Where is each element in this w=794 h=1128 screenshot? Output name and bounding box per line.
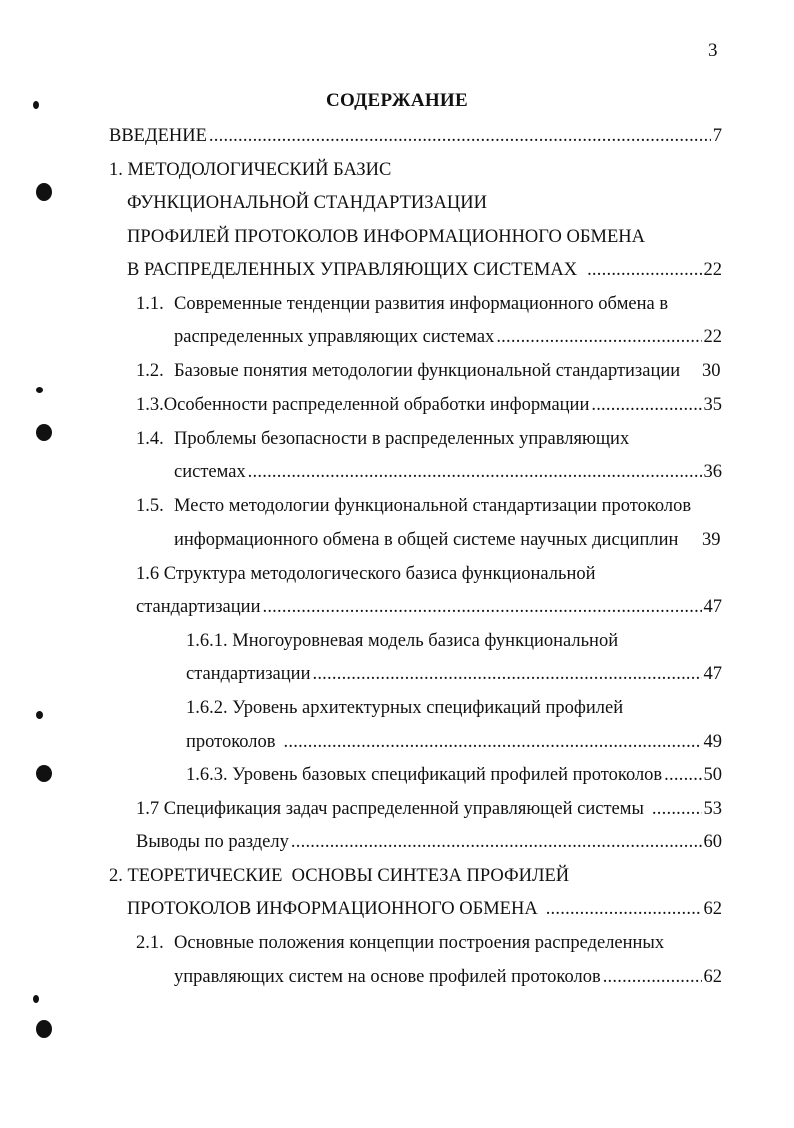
toc-leader-dots [262, 595, 701, 619]
toc-leader-dots [591, 393, 701, 417]
toc-page-ref: 22 [703, 327, 722, 347]
toc-entry-2-1-line-1 [136, 931, 664, 955]
toc-entry-text: протоколов [186, 732, 276, 752]
toc-entry-text: стандартизации [136, 597, 261, 617]
toc-entry-text: Особенности распределенной обработки информации [163, 395, 590, 415]
toc-entry-text: распределенных управляющих системах [174, 327, 495, 347]
toc-entry-text: 1.7 Спецификация задач распределенной управляющей системы [136, 799, 644, 819]
toc-entry-text: Место методологии функциональной стандартизации протоколов [174, 496, 692, 516]
toc-entry-text: Базовые понятия методологии функциональной стандартизации [174, 361, 681, 381]
toc-entry-1-6-2-line-1: 1.6.2. Уровень архитектурных спецификаций профилей [186, 698, 624, 718]
binder-hole [36, 765, 52, 782]
toc-page-ref: 62 [703, 967, 722, 987]
toc-entry-1-6-1-line-1: 1.6.1. Многоуровневая модель базиса функциональной [186, 631, 619, 651]
binder-hole [36, 1020, 52, 1038]
toc-page-ref: 47 [703, 664, 722, 684]
toc-entry-chapter-1-line-4 [127, 258, 722, 282]
toc-entry-text: 1.6.3. Уровень базовых спецификаций профилей протоколов [186, 765, 663, 785]
toc-leader-dots [603, 965, 702, 989]
toc-entry-1-2 [136, 359, 680, 383]
toc-entry-number: 1.3. [136, 395, 164, 415]
page-title: СОДЕРЖАНИЕ [326, 90, 468, 111]
toc-entry-number: 1.5. [136, 496, 164, 516]
toc-page-ref: 62 [703, 899, 722, 919]
toc-page-ref: 30 [702, 361, 721, 381]
toc-entry-text: Основные положения концепции построения распределенных [174, 933, 665, 953]
binder-hole [36, 183, 52, 201]
toc-entry-chapter-2-line-1: 2. ТЕОРЕТИЧЕСКИЕ ОСНОВЫ СИНТЕЗА ПРОФИЛЕЙ [109, 866, 570, 886]
toc-page-ref: 35 [703, 395, 722, 415]
toc-leader-dots [496, 325, 701, 349]
toc-entry-text: системах [174, 462, 246, 482]
toc-entry-chapter-1-line-1: 1. МЕТОДОЛОГИЧЕСКИЙ БАЗИС [109, 160, 392, 180]
toc-leader-dots [291, 830, 702, 854]
toc-entry-chapter-2-line-2 [127, 897, 722, 921]
toc-entry-1-6-line-2 [136, 595, 722, 619]
toc-entry-number: 1.1. [136, 294, 164, 314]
toc-entry-chapter-1-line-3: ПРОФИЛЕЙ ПРОТОКОЛОВ ИНФОРМАЦИОННОГО ОБМЕНА [127, 227, 645, 247]
toc-page-ref: 22 [703, 260, 722, 280]
toc-entry-text: Выводы по разделу [136, 832, 289, 852]
toc-page-ref: 50 [703, 765, 722, 785]
toc-page-ref: 47 [703, 597, 722, 617]
toc-entry-1-4-line-1 [136, 427, 629, 451]
toc-entry-introduction [109, 124, 722, 148]
toc-entry-number: 1.2. [136, 361, 164, 381]
toc-page-ref: 7 [712, 126, 722, 146]
toc-leader-dots [284, 730, 702, 754]
page-number: 3 [708, 40, 718, 61]
toc-entry-1-6-1-line-2 [186, 662, 722, 686]
toc-leader-dots [248, 460, 702, 484]
toc-entry-1-6-2-line-2 [186, 730, 722, 754]
toc-entry-2-1-line-2 [174, 965, 722, 989]
toc-entry-1-5-line-1 [136, 494, 691, 518]
toc-entry-chapter-1-line-2: ФУНКЦИОНАЛЬНОЙ СТАНДАРТИЗАЦИИ [127, 193, 487, 213]
toc-entry-number: 1.4. [136, 429, 164, 449]
toc-entry-1-5-line-2: информационного обмена в общей системе научных дисциплин [174, 530, 679, 550]
toc-leader-dots [652, 797, 702, 821]
toc-page-ref: 49 [703, 732, 722, 752]
toc-leader-dots [546, 897, 702, 921]
binder-mark [36, 711, 43, 719]
toc-entry-1-6-line-1: 1.6 Структура методологического базиса функциональной [136, 564, 596, 584]
toc-entry-text: Современные тенденции развития информационного обмена в [174, 294, 669, 314]
toc-leader-dots [587, 258, 701, 282]
toc-page-ref: 39 [702, 530, 721, 550]
toc-entry-text: Проблемы безопасности в распределенных управляющих [174, 429, 630, 449]
toc-leader-dots [312, 662, 701, 686]
toc-entry-text: управляющих систем на основе профилей протоколов [174, 967, 601, 987]
toc-entry-text: ПРОТОКОЛОВ ИНФОРМАЦИОННОГО ОБМЕНА [127, 899, 538, 919]
toc-entry-number: 2.1. [136, 933, 164, 953]
toc-entry-conclusions [136, 830, 722, 854]
toc-page-ref: 36 [703, 462, 722, 482]
toc-entry-1-3 [136, 393, 722, 417]
toc-entry-text: В РАСПРЕДЕЛЕННЫХ УПРАВЛЯЮЩИХ СИСТЕМАХ [127, 260, 578, 280]
binder-mark [33, 995, 39, 1003]
toc-entry-1-4-line-2 [174, 460, 722, 484]
toc-leader-dots [209, 124, 711, 148]
binder-hole [36, 424, 52, 441]
toc-entry-1-7 [136, 797, 722, 821]
toc-entry-1-1-line-1 [136, 292, 668, 316]
toc-entry-1-1-line-2 [174, 325, 722, 349]
binder-mark [36, 387, 43, 393]
toc-page-ref: 60 [703, 832, 722, 852]
toc-entry-text: ВВЕДЕНИЕ [109, 126, 207, 146]
toc-page-ref: 53 [703, 799, 722, 819]
toc-leader-dots [664, 763, 701, 787]
toc-entry-1-6-3 [186, 763, 722, 787]
toc-entry-text: стандартизации [186, 664, 311, 684]
